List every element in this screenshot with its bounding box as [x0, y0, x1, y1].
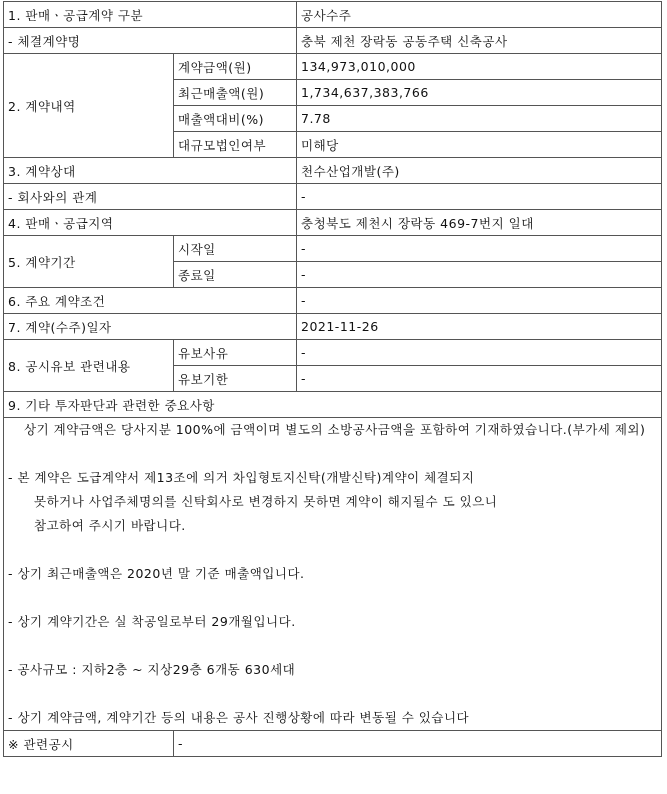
note-recent-sales: - 상기 최근매출액은 2020년 말 기준 매출액입니다.: [8, 566, 305, 581]
row-main-terms: [4, 288, 662, 314]
note-trust-clause-1: - 본 계약은 도급계약서 제13조에 의거 차입형토지신탁(개발신탁)계약이 체결되지: [8, 470, 475, 485]
contract-type-label: 1. 판매ㆍ공급계약 구분: [4, 2, 297, 28]
note-contract-period: - 상기 계약기간은 실 착공일로부터 29개월입니다.: [8, 614, 296, 629]
disclosure-sheet: [3, 1, 661, 757]
row-notes: [4, 418, 662, 731]
sales-ratio-label: 매출액대비(%): [174, 106, 297, 132]
recent-sales-value: 1,734,637,383,766: [297, 80, 662, 106]
contract-amount-value: 134,973,010,000: [297, 54, 662, 80]
large-corp-value: 미해당: [297, 132, 662, 158]
contract-date-value: 2021-11-26: [297, 314, 662, 340]
contract-details-label: 2. 계약내역: [4, 54, 174, 158]
notes-cell: [4, 418, 662, 731]
contract-amount-label: 계약금액(원): [174, 54, 297, 80]
withhold-period-label: 유보기한: [174, 366, 297, 392]
note-trust-clause-2: 못하거나 사업주체명의를 신탁회사로 변경하지 못하면 계약이 해지될수 도 있으니: [34, 494, 498, 509]
counterparty-value: 천수산업개발(주): [297, 158, 662, 184]
withhold-label: 8. 공시유보 관련내용: [4, 340, 174, 392]
end-date-value: -: [297, 262, 662, 288]
row-start-date: [4, 236, 662, 262]
row-contract-name: [4, 28, 662, 54]
note-trust-clause-3: 참고하여 주시기 바랍니다.: [34, 518, 186, 533]
recent-sales-label: 최근매출액(원): [174, 80, 297, 106]
sales-ratio-value: 7.78: [297, 106, 662, 132]
row-contract-date: [4, 314, 662, 340]
row-related-disclosure: [4, 731, 662, 757]
row-contract-amount: [4, 54, 662, 80]
related-disclosure-label: ※ 관련공시: [4, 731, 174, 757]
main-terms-label: 6. 주요 계약조건: [4, 288, 297, 314]
supply-region-value: 충청북도 제천시 장락동 469-7번지 일대: [297, 210, 662, 236]
withhold-period-value: -: [297, 366, 662, 392]
note-amount-basis: 상기 계약금액은 당사지분 100%에 금액이며 별도의 소방공사금액을 포함하여 기재하였습니다.(부가세 제외): [24, 422, 646, 437]
row-supply-region: [4, 210, 662, 236]
relationship-label: - 회사와의 관계: [4, 184, 297, 210]
note-construction-scale: - 공사규모 : 지하2층 ~ 지상29층 6개동 630세대: [8, 662, 296, 677]
withhold-reason-label: 유보사유: [174, 340, 297, 366]
other-matters-label: 9. 기타 투자판단과 관련한 중요사항: [4, 392, 662, 418]
related-disclosure-value: -: [174, 731, 662, 757]
row-withhold-reason: [4, 340, 662, 366]
contract-type-value: 공사수주: [297, 2, 662, 28]
contract-name-value: 충북 제천 장락동 공동주택 신축공사: [297, 28, 662, 54]
contract-date-label: 7. 계약(수주)일자: [4, 314, 297, 340]
contract-disclosure-table: [3, 1, 662, 757]
row-counterparty: [4, 158, 662, 184]
note-change-possible: - 상기 계약금액, 계약기간 등의 내용은 공사 진행상황에 따라 변동될 수 있습니다: [8, 710, 470, 725]
contract-period-label: 5. 계약기간: [4, 236, 174, 288]
row-relationship: [4, 184, 662, 210]
withhold-reason-value: -: [297, 340, 662, 366]
supply-region-label: 4. 판매ㆍ공급지역: [4, 210, 297, 236]
start-date-value: -: [297, 236, 662, 262]
start-date-label: 시작일: [174, 236, 297, 262]
main-terms-value: -: [297, 288, 662, 314]
row-contract-type: [4, 2, 662, 28]
counterparty-label: 3. 계약상대: [4, 158, 297, 184]
contract-name-label: - 체결계약명: [4, 28, 297, 54]
relationship-value: -: [297, 184, 662, 210]
end-date-label: 종료일: [174, 262, 297, 288]
large-corp-label: 대규모법인여부: [174, 132, 297, 158]
row-other-matters: [4, 392, 662, 418]
